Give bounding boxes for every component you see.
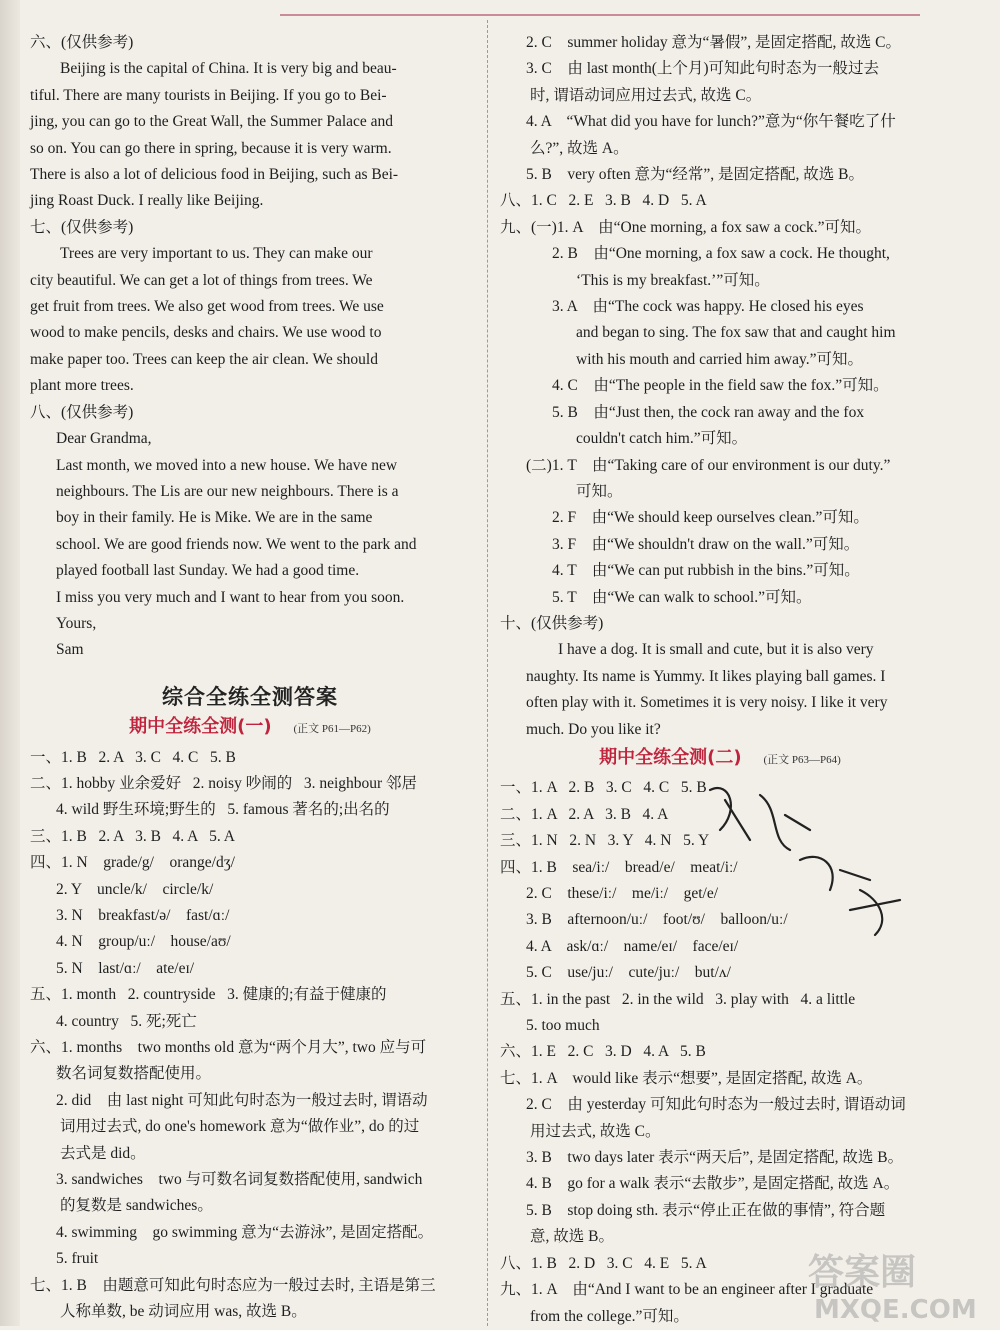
section-6-essay xyxy=(30,56,470,214)
answer-line: 去式是 did。 xyxy=(60,1144,146,1162)
answer-line: 九、1. A 由“And I want to be an engineer after I graduate xyxy=(500,1281,874,1299)
essay-line: There is also a lot of delicious food in Beijing, such as Bei- xyxy=(30,166,399,184)
answer-line: 意, 故选 B。 xyxy=(530,1228,614,1246)
answer-line: 4. T 由“We can put rubbish in the bins.”可知。 xyxy=(552,562,860,580)
answer-line: from the college.”可知。 xyxy=(530,1307,689,1325)
right-column xyxy=(500,30,940,1330)
answer-line: 一、1. B 2. A 3. C 4. C 5. B xyxy=(30,748,236,766)
answer-line: 五、1. month 2. countryside 3. 健康的;有益于健康的 xyxy=(30,986,387,1004)
section-6-heading: 六、(仅供参考) xyxy=(30,34,134,51)
answer-line: 2. C these/iː/ me/iː/ get/e/ xyxy=(526,885,719,902)
answer-line: 六、1. E 2. C 3. D 4. A 5. B xyxy=(500,1043,706,1061)
answer-line: 四、1. B sea/iː/ bread/e/ meat/iː/ xyxy=(500,858,738,876)
answer-line: 九、(一)1. A 由“One morning, a fox saw a cock.”可知。 xyxy=(500,218,872,236)
answer-line: 二、1. A 2. A 3. B 4. A xyxy=(500,805,669,823)
answer-line: 5. too much xyxy=(526,1017,600,1035)
watermark-text-cn: 答案圈 xyxy=(808,1252,917,1293)
answer-line: and began to sing. The fox saw that and caught him xyxy=(576,324,896,342)
answer-line: 4. country 5. 死;死亡 xyxy=(56,1012,197,1030)
column-divider xyxy=(487,20,488,1326)
answer-line: 5. N last/ɑː/ ate/eɪ/ xyxy=(56,959,195,977)
essay-line: jing, you can go to the Great Wall, the Summer Palace and xyxy=(30,113,394,131)
answer-line: 用过去式, 故选 C。 xyxy=(530,1122,661,1140)
answer-line: 5. T 由“We can walk to school.”可知。 xyxy=(552,588,812,606)
answer-line: 3. sandwiches two 与可数名词复数搭配使用, sandwich xyxy=(56,1171,423,1189)
answer-line: 4. C 由“The people in the field saw the fox.”可知。 xyxy=(552,377,889,395)
answer-line: with his mouth and carried him away.”可知。 xyxy=(576,350,863,368)
answer-line: 八、1. C 2. E 3. B 4. D 5. A xyxy=(500,192,707,210)
answer-line: 4. swimming go swimming 意为“去游泳”, 是固定搭配。 xyxy=(56,1223,434,1241)
essay-line: wood to make pencils, desks and chairs. We use wood to xyxy=(30,324,382,342)
answer-line: 时, 谓语动词应用过去式, 故选 C。 xyxy=(530,86,762,104)
midterm-1-title: 期中全练全测(一) xyxy=(129,716,272,738)
section-10-heading: 十、(仅供参考) xyxy=(500,614,604,632)
answer-line: 3. B afternoon/uː/ foot/ʊ/ balloon/uː/ xyxy=(526,911,788,929)
essay-line: I have a dog. It is small and cute, but it is also very xyxy=(558,641,874,659)
letter-line: I miss you very much and I want to hear from you soon. xyxy=(56,588,405,606)
essay-line: so on. You can go there in spring, because it is very warm. xyxy=(30,139,392,157)
answer-line: 5. B stop doing sth. 表示“停止正在做的事情”, 符合题 xyxy=(526,1201,886,1219)
answer-line: 5. C use/juː/ cute/juː/ but/ʌ/ xyxy=(526,964,731,982)
answer-line: 三、1. N 2. N 3. Y 4. N 5. Y xyxy=(500,832,710,850)
answer-line: 2. did 由 last night 可知此句时态为一般过去时, 谓语动 xyxy=(56,1091,428,1109)
answer-line: 2. Y uncle/k/ circle/k/ xyxy=(56,880,214,898)
essay-line: make paper too. Trees can keep the air clean. We should xyxy=(30,350,378,368)
page-spine-shadow xyxy=(0,0,20,1326)
answer-line: 2. F 由“We should keep ourselves clean.”可知。 xyxy=(552,509,869,527)
essay-line: jing Roast Duck. I really like Beijing. xyxy=(30,192,264,210)
answer-line: 八、1. B 2. D 3. C 4. E 5. A xyxy=(500,1254,707,1272)
answer-line: 3. C 由 last month(上个月)可知此句时态为一般过去 xyxy=(526,60,880,78)
answer-line: 5. B 由“Just then, the cock ran away and the fox xyxy=(552,403,865,421)
midterm-1-answers xyxy=(30,745,470,1326)
answer-line: 七、1. B 由题意可知此句时态应为一般过去时, 主语是第三 xyxy=(30,1276,436,1294)
essay-line: naughty. Its name is Yummy. It likes playing ball games. I xyxy=(526,667,886,685)
letter-line: Dear Grandma, xyxy=(56,430,152,448)
answer-line: 2. B 由“One morning, a fox saw a cock. He thought, xyxy=(552,245,890,263)
essay-line: Trees are very important to us. They can make our xyxy=(60,245,373,263)
letter-line: school. We are good friends now. We went to the park and xyxy=(56,535,417,553)
top-decor-line xyxy=(280,0,920,16)
answer-line: 5. fruit xyxy=(56,1250,99,1268)
site-watermark-logo xyxy=(800,1240,990,1324)
section-8-heading: 八、(仅供参考) xyxy=(30,403,134,421)
answer-line: 5. B very often 意为“经常”, 是固定搭配, 故选 B。 xyxy=(526,166,864,184)
answer-line: 可知。 xyxy=(576,482,623,500)
answers-main-title: 综合全练全测答案 xyxy=(162,684,338,709)
answer-line: 4. N group/uː/ house/aʊ/ xyxy=(56,933,231,951)
letter-line: Last month, we moved into a new house. We have new xyxy=(56,456,398,474)
midterm-1-title-row xyxy=(30,714,470,742)
midterm-2-page-ref: (正文 P63—P64) xyxy=(763,753,841,766)
answer-line: 4. A “What did you have for lunch?”意为“你午餐吃了什 xyxy=(526,113,896,131)
essay-line: plant more trees. xyxy=(30,377,134,395)
answer-line: 么?”, 故选 A。 xyxy=(530,139,629,157)
section-8-letter xyxy=(30,426,470,664)
answer-line: (二)1. T 由“Taking care of our environment is our duty.” xyxy=(526,456,891,474)
answer-line: 2. C summer holiday 意为“暑假”, 是固定搭配, 故选 C。 xyxy=(526,34,901,51)
answer-line: 二、1. hobby 业余爱好 2. noisy 吵闹的 3. neighbour 邻居 xyxy=(30,774,418,792)
left-column xyxy=(30,30,470,1326)
answer-line: 3. N breakfast/ə/ fast/ɑː/ xyxy=(56,907,230,924)
essay-line: get fruit from trees. We also get wood from trees. We use xyxy=(30,298,384,316)
answer-line: 4. B go for a walk 表示“去散步”, 是固定搭配, 故选 A。 xyxy=(526,1175,900,1193)
essay-line: Beijing is the capital of China. It is very big and beau- xyxy=(60,60,397,78)
section-10-essay xyxy=(500,637,940,743)
answer-line: 的复数是 sandwiches。 xyxy=(60,1197,213,1215)
answer-line: 词用过去式, do one's homework 意为“做作业”, do 的过 xyxy=(60,1118,420,1136)
essay-line: often play with it. Sometimes it is very noisy. I like it very xyxy=(526,694,888,712)
answer-line: 一、1. A 2. B 3. C 4. C 5. B xyxy=(500,779,707,797)
essay-line: tiful. There are many tourists in Beijing. If you go to Bei- xyxy=(30,86,387,104)
essay-line: city beautiful. We can get a lot of things from trees. We xyxy=(30,271,373,289)
answer-line: 4. A ask/ɑː/ name/eɪ/ face/eɪ/ xyxy=(526,937,739,955)
answer-line: couldn't catch him.”可知。 xyxy=(576,430,748,448)
continued-answers xyxy=(500,30,940,611)
answer-line: 4. wild 野生环境;野生的 5. famous 著名的;出名的 xyxy=(56,801,390,819)
midterm-2-title: 期中全练全测(二) xyxy=(599,746,742,768)
answer-line: 数名词复数搭配使用。 xyxy=(56,1065,212,1083)
answer-line: 七、1. A would like 表示“想要”, 是固定搭配, 故选 A。 xyxy=(500,1069,873,1087)
answer-line: 3. B two days later 表示“两天后”, 是固定搭配, 故选 B。 xyxy=(526,1149,904,1167)
handwritten-scribble xyxy=(690,770,920,940)
answer-line: 三、1. B 2. A 3. B 4. A 5. A xyxy=(30,827,235,845)
answer-line: 3. F 由“We shouldn't draw on the wall.”可知。 xyxy=(552,535,860,553)
answer-line: 四、1. N grade/g/ orange/dʒ/ xyxy=(30,854,235,872)
answer-line: 六、1. months two months old 意为“两个月大”, two 应与可 xyxy=(30,1039,427,1057)
watermark-text-en: MXQE.COM xyxy=(814,1295,977,1324)
letter-line: boy in their family. He is Mike. We are in the same xyxy=(56,509,373,527)
answer-line: ‘This is my breakfast.’”可知。 xyxy=(576,271,770,289)
letter-line: Yours, xyxy=(56,614,97,632)
essay-line: much. Do you like it? xyxy=(526,720,661,738)
section-7-heading: 七、(仅供参考) xyxy=(30,218,134,236)
answer-line: 3. A 由“The cock was happy. He closed his eyes xyxy=(552,298,864,316)
answer-line: 2. C 由 yesterday 可知此句时态为一般过去时, 谓语动词 xyxy=(526,1096,906,1114)
letter-line: neighbours. The Lis are our new neighbours. There is a xyxy=(56,482,399,500)
answer-line: 人称单数, be 动词应用 was, 故选 B。 xyxy=(60,1303,307,1321)
section-7-essay xyxy=(30,241,470,399)
letter-line: Sam xyxy=(56,641,84,659)
answer-line: 五、1. in the past 2. in the wild 3. play with 4. a little xyxy=(500,990,856,1008)
midterm-1-page-ref: (正文 P61—P62) xyxy=(293,723,371,736)
letter-line: played football last Sunday. We had a good time. xyxy=(56,562,360,580)
